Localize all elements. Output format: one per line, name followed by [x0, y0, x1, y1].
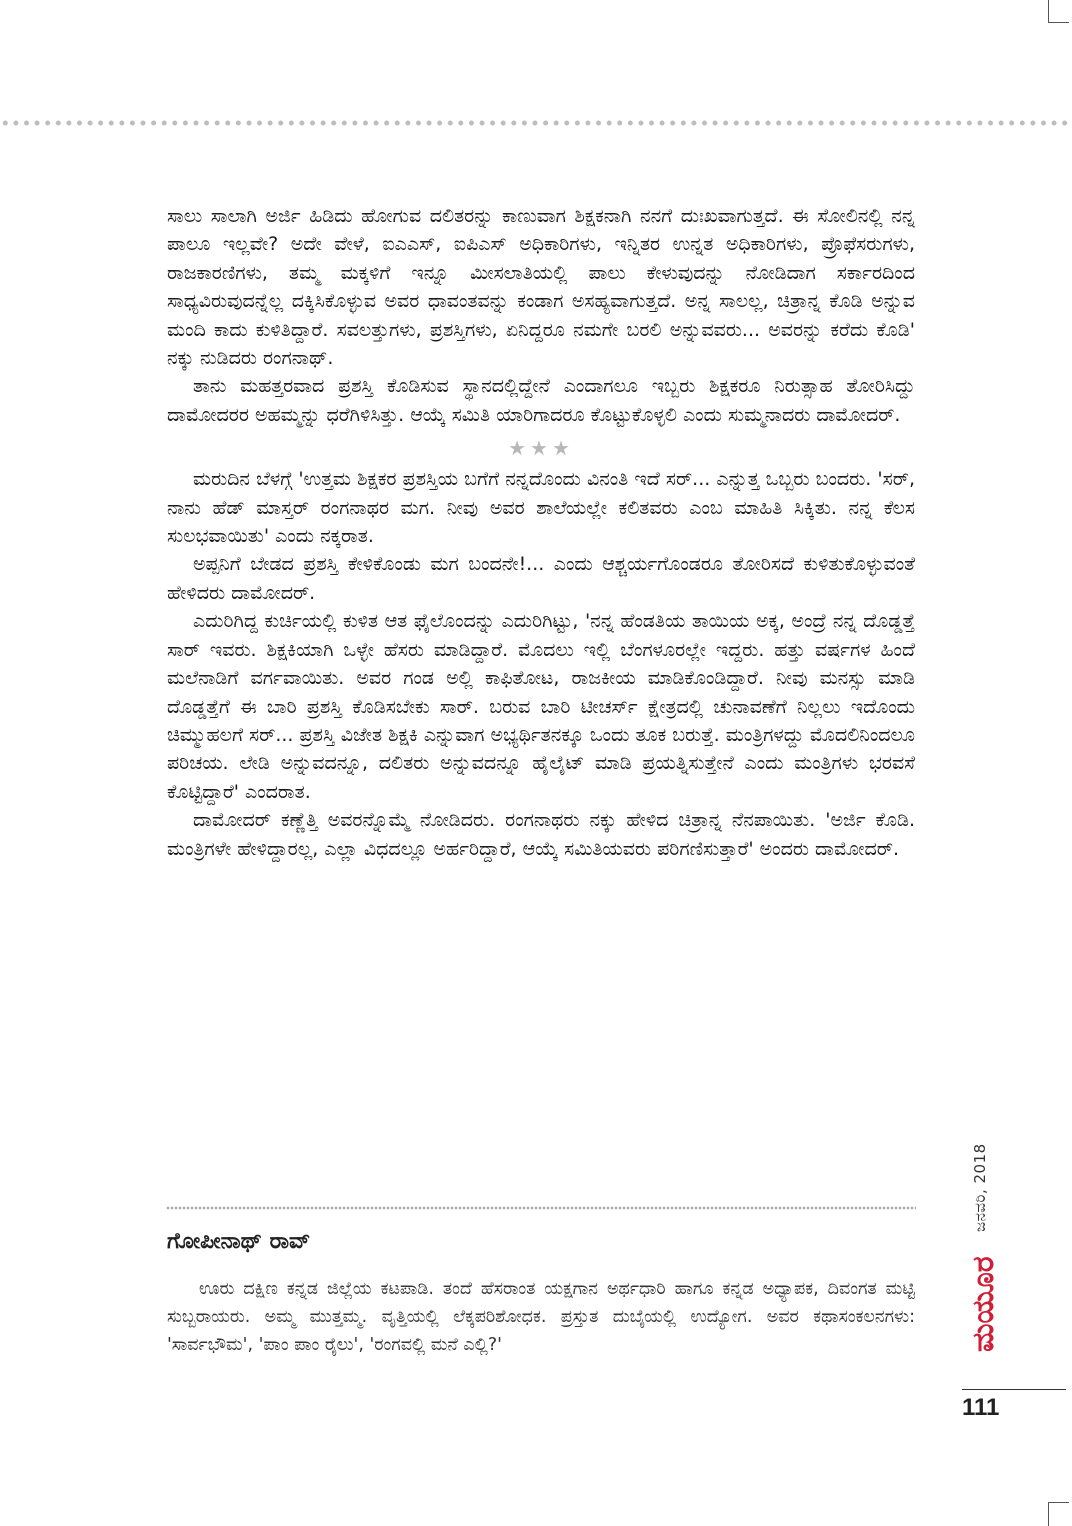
magazine-logo: ಮಯೂರ	[966, 1256, 1001, 1352]
story-paragraph: ಸಾಲು ಸಾಲಾಗಿ ಅರ್ಜಿ ಹಿಡಿದು ಹೋಗುವ ದಲಿತರನ್ನು ಕಾಣುವಾಗ ಶಿಕ್ಷಕನಾಗಿ ನನಗೆ ದುಃಖವಾಗುತ್ತದೆ. ಈ ಸೋಲಿನಲ್ಲಿ ನನ್ನ ಪಾಲೂ ಇಲ್ಲವೇ? ಅದೇ ವೇಳೆ, ಐಎಎಸ್, ಐಪಿಎಸ್ ಅಧಿಕಾರಿಗಳು, ಇನ್ನಿತರ ಉನ್ನತ ಅಧಿಕಾರಿಗಳು, ಪ್ರೊಫೆಸರುಗಳು, ರಾಜಕಾರಣಿಗಳು, ತಮ್ಮ ಮಕ್ಕಳಿಗೆ ಇನ್ನೂ ಮೀಸಲಾತಿಯಲ್ಲಿ ಪಾಲು ಕೇಳುವುದನ್ನು ನೋಡಿದಾಗ ಸರ್ಕಾರದಿಂದ ಸಾಧ್ಯವಿರುವುದನ್ನೆಲ್ಲ ದಕ್ಕಿಸಿಕೊಳ್ಳುವ ಅವರ ಧಾವಂತವನ್ನು ಕಂಡಾಗ ಅಸಹ್ಯವಾಗುತ್ತದೆ. ಅನ್ನ ಸಾಲಲ್ಲ, ಚಿತ್ರಾನ್ನ ಕೊಡಿ ಅನ್ನುವ ಮಂದಿ ಕಾದು ಕುಳಿತಿದ್ದಾರೆ. ಸವಲತ್ತುಗಳು, ಪ್ರಶಸ್ತಿಗಳು, ಏನಿದ್ದರೂ ನಮಗೇ ಬರಲಿ ಅನ್ನುವವರು... ಅವರನ್ನು ಕರೆದು ಕೊಡಿ' ನಕ್ಕು ನುಡಿದರು ರಂಗನಾಥ್.	[167, 205, 915, 370]
story-paragraph: ಮರುದಿನ ಬೆಳಗ್ಗೆ 'ಉತ್ತಮ ಶಿಕ್ಷಕರ ಪ್ರಶಸ್ತಿಯ ಬಗೆಗೆ ನನ್ನದೊಂದು ವಿನಂತಿ ಇದೆ ಸರ್... ಎನ್ನುತ್ತ ಒಬ್ಬರು ಬಂದರು. 'ಸರ್, ನಾನು ಹೆಡ್ ಮಾಸ್ತರ್ ರಂಗನಾಥರ ಮಗ. ನೀವು ಅವರ ಶಾಲೆಯಲ್ಲೇ ಕಲಿತವರು ಎಂಬ ಮಾಹಿತಿ ಸಿಕ್ಕಿತು. ನನ್ನ ಕೆಲಸ ಸುಲಭವಾಯಿತು' ಎಂದು ನಕ್ಕರಾತ.	[167, 468, 915, 548]
story-paragraph: ದಾಮೋದರ್ ಕಣ್ಣೆತ್ತಿ ಅವರನ್ನೊಮ್ಮೆ ನೋಡಿದರು. ರಂಗನಾಥರು ನಕ್ಕು ಹೇಳಿದ ಚಿತ್ರಾನ್ನ ನೆನಪಾಯಿತು. 'ಅರ್ಜಿ ಕೊಡಿ. ಮಂತ್ರಿಗಳೇ ಹೇಳಿದ್ದಾರಲ್ಲ, ಎಲ್ಲಾ ವಿಧದಲ್ಲೂ ಅರ್ಹರಿದ್ದಾರೆ, ಆಯ್ಕೆ ಸಮಿತಿಯವರು ಪರಿಗಣಿಸುತ್ತಾರೆ' ಅಂದರು ದಾಮೋದರ್.	[167, 809, 915, 860]
magazine-side-mark	[964, 1092, 1004, 1372]
story-body	[167, 202, 915, 863]
crop-mark-bottom-right	[1048, 1502, 1069, 1526]
section-break-stars: ★★★	[508, 436, 574, 461]
page-number-rule	[962, 1389, 1066, 1390]
bio-dotted-divider	[166, 1206, 916, 1210]
crop-mark-top-right	[1048, 0, 1069, 23]
issue-date: ಜನವರಿ, 2018	[971, 1143, 989, 1232]
story-paragraph: ತಾನು ಮಹತ್ತರವಾದ ಪ್ರಶಸ್ತಿ ಕೊಡಿಸುವ ಸ್ಥಾನದಲ್ಲಿದ್ದೇನೆ ಎಂದಾಗಲೂ ಇಬ್ಬರು ಶಿಕ್ಷಕರೂ ನಿರುತ್ಸಾಹ ತೋರಿಸಿದ್ದು ದಾಮೋದರರ ಅಹಮ್ಮನ್ನು ಧರೆಗಿಳಿಸಿತ್ತು. ಆಯ್ಕೆ ಸಮಿತಿ ಯಾರಿಗಾದರೂ ಕೊಟ್ಟುಕೊಳ್ಳಲಿ ಎಂದು ಸುಮ್ಮನಾದರು ದಾಮೋದರ್.	[167, 375, 915, 426]
story-paragraph: ಎದುರಿಗಿದ್ದ ಕುರ್ಚಿಯಲ್ಲಿ ಕುಳಿತ ಆತ ಫೈಲೊಂದನ್ನು ಎದುರಿಗಿಟ್ಟು, 'ನನ್ನ ಹೆಂಡತಿಯ ತಾಯಿಯ ಅಕ್ಕ, ಅಂದ್ರೆ ನನ್ನ ದೊಡ್ಡತ್ತೆ ಸಾರ್ ಇವರು. ಶಿಕ್ಷಕಿಯಾಗಿ ಒಳ್ಳೇ ಹೆಸರು ಮಾಡಿದ್ದಾರೆ. ಮೊದಲು ಇಲ್ಲಿ ಬೆಂಗಳೂರಲ್ಲೇ ಇದ್ದರು. ಹತ್ತು ವರ್ಷಗಳ ಹಿಂದೆ ಮಲೆನಾಡಿಗೆ ವರ್ಗವಾಯಿತು. ಅವರ ಗಂಡ ಅಲ್ಲಿ ಕಾಫಿತೋಟ, ರಾಜಕೀಯ ಮಾಡಿಕೊಂಡಿದ್ದಾರೆ. ನೀವು ಮನಸ್ಸು ಮಾಡಿ ದೊಡ್ಡತ್ತೆಗೆ ಈ ಬಾರಿ ಪ್ರಶಸ್ತಿ ಕೊಡಿಸಬೇಕು ಸಾರ್. ಬರುವ ಬಾರಿ ಟೀಚರ್ಸ್ ಕ್ಷೇತ್ರದಲ್ಲಿ ಚುನಾವಣೆಗೆ ನಿಲ್ಲಲು ಇದೊಂದು ಚಿಮ್ಮುಹಲಗೆ ಸರ್... ಪ್ರಶಸ್ತಿ ವಿಜೇತ ಶಿಕ್ಷಕಿ ಎನ್ನುವಾಗ ಅಭ್ಯರ್ಥಿತನಕ್ಕೂ ಒಂದು ತೂಕ ಬರುತ್ತೆ. ಮಂತ್ರಿಗಳದ್ದು ಮೊದಲಿನಿಂದಲೂ ಪರಿಚಯ. ಲೇಡಿ ಅನ್ನುವದನ್ನೂ, ದಲಿತರು ಅನ್ನುವದನ್ನೂ ಹೈಲೈಟ್ ಮಾಡಿ ಪ್ರಯತ್ನಿಸುತ್ತೇನೆ ಎಂದು ಮಂತ್ರಿಗಳು ಭರವಸೆ ಕೊಟ್ಟಿದ್ದಾರೆ' ಎಂದರಾತ.	[167, 610, 915, 803]
story-paragraph: ಅಪ್ಪನಿಗೆ ಬೇಡದ ಪ್ರಶಸ್ತಿ ಕೇಳಿಕೊಂಡು ಮಗ ಬಂದನೇ!... ಎಂದು ಆಶ್ಚರ್ಯಗೊಂಡರೂ ತೋರಿಸದೆ ಕುಳಿತುಕೊಳ್ಳುವಂತೆ ಹೇಳಿದರು ದಾಮೋದರ್.	[167, 553, 915, 604]
author-name: ಗೋಪೀನಾಥ್ ರಾವ್	[167, 1229, 311, 1254]
top-dotted-rule	[0, 119, 1072, 127]
page-number: 111	[962, 1394, 1000, 1421]
author-bio: ಊರು ದಕ್ಷಿಣ ಕನ್ನಡ ಜಿಲ್ಲೆಯ ಕಟಪಾಡಿ. ತಂದೆ ಹೆಸರಾಂತ ಯಕ್ಷಗಾನ ಅರ್ಥಧಾರಿ ಹಾಗೂ ಕನ್ನಡ ಅಧ್ಯಾಪಕ, ದಿವಂಗತ ಮಟ್ಟಿ ಸುಬ್ಬರಾಯರು. ಅಮ್ಮ ಮುತ್ತಮ್ಮ. ವೃತ್ತಿಯಲ್ಲಿ ಲೆಕ್ಕಪರಿಶೋಧಕ. ಪ್ರಸ್ತುತ ದುಬೈಯಲ್ಲಿ ಉದ್ಯೋಗ. ಅವರ ಕಥಾಸಂಕಲನಗಳು: 'ಸಾರ್ವಭೌಮ', 'ಪಾಂ ಪಾಂ ರೈಲು', 'ರಂಗವಲ್ಲಿ ಮನೆ ಎಲ್ಲಿ?'	[167, 1279, 915, 1355]
